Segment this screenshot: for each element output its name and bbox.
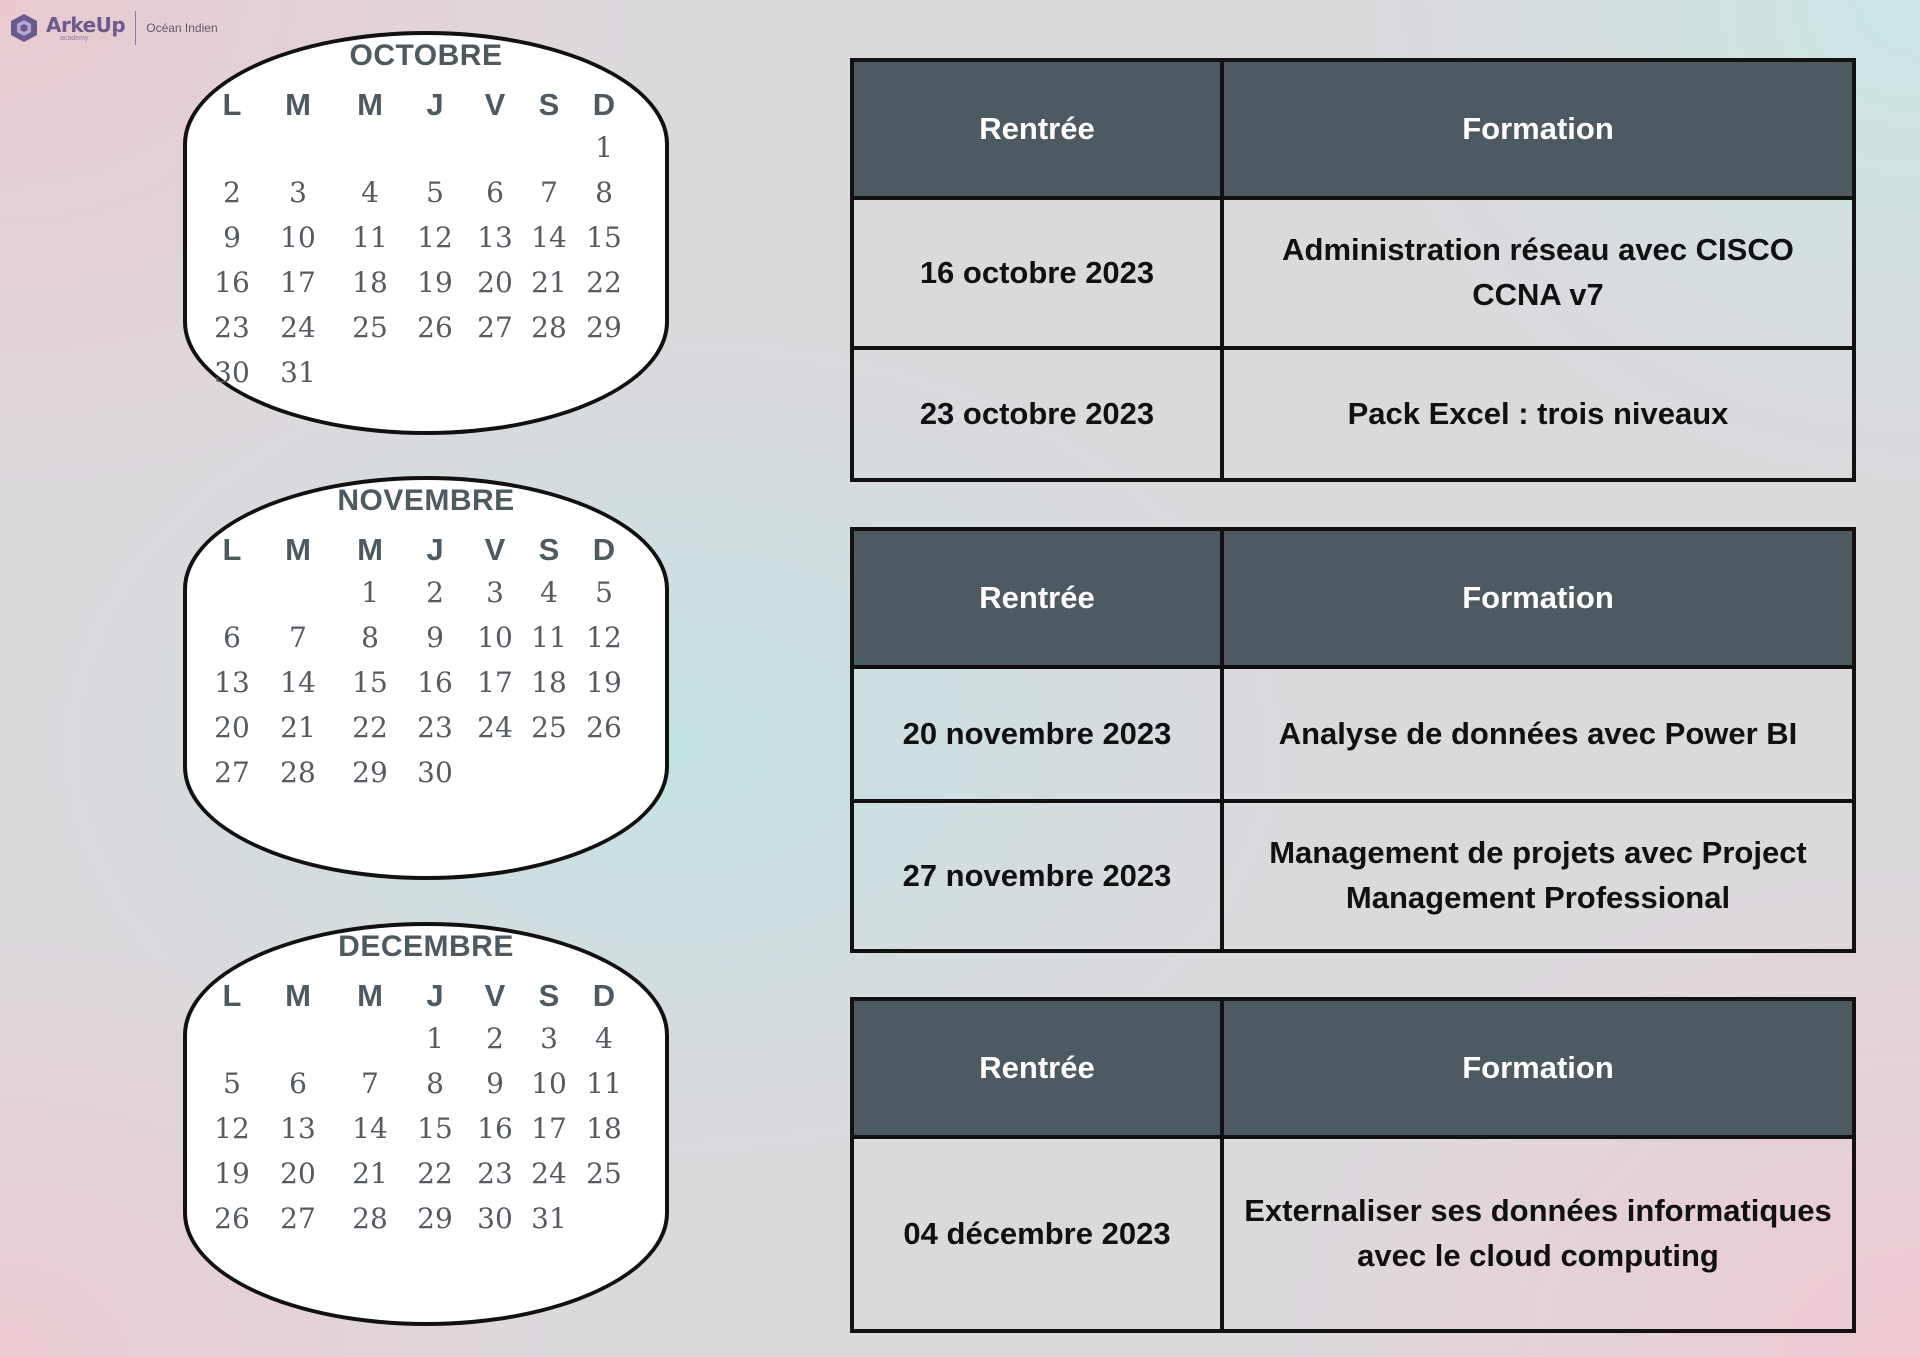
calendar-day: 7 xyxy=(361,1067,379,1100)
schedule-table-november xyxy=(850,527,1856,953)
calendar-day: 19 xyxy=(586,666,622,699)
calendar-day: 9 xyxy=(223,221,241,254)
header-rentree: Rentrée xyxy=(854,62,1224,196)
calendar-day: 1 xyxy=(361,576,379,609)
calendar-day: 5 xyxy=(223,1067,241,1100)
calendar-day: 15 xyxy=(586,221,622,254)
weekday-label: V xyxy=(484,978,506,1013)
calendar-day: 17 xyxy=(477,666,513,699)
calendar-day: 17 xyxy=(531,1112,567,1145)
header-formation: Formation xyxy=(1224,62,1852,196)
calendar-day: 11 xyxy=(531,621,567,654)
calendar-day: 22 xyxy=(417,1157,453,1190)
weekday-label: L xyxy=(222,532,242,567)
calendar-day: 8 xyxy=(361,621,379,654)
region-label: Océan Indien xyxy=(146,21,218,35)
calendar-october xyxy=(183,31,669,435)
calendar-day: 23 xyxy=(477,1157,513,1190)
calendar-day: 3 xyxy=(540,1022,558,1055)
schedule-table-october xyxy=(850,58,1856,482)
calendar-day: 2 xyxy=(486,1022,504,1055)
calendar-day: 14 xyxy=(352,1112,388,1145)
weekday-label: S xyxy=(538,532,560,567)
calendar-day: 25 xyxy=(586,1157,622,1190)
calendar-day: 20 xyxy=(280,1157,316,1190)
calendar-day: 27 xyxy=(214,756,250,789)
calendar-day: 8 xyxy=(426,1067,444,1100)
weekday-label: V xyxy=(484,87,506,122)
calendar-day: 6 xyxy=(486,176,504,209)
weekday-label: J xyxy=(426,532,444,567)
calendar-day: 15 xyxy=(352,666,388,699)
calendar-day: 7 xyxy=(289,621,307,654)
calendar-day: 11 xyxy=(586,1067,622,1100)
calendar-day: 15 xyxy=(417,1112,453,1145)
weekday-label: M xyxy=(285,978,311,1013)
calendar-day: 23 xyxy=(417,711,453,744)
table-cell-formation: Analyse de données avec Power BI xyxy=(1224,665,1852,799)
calendar-day: 29 xyxy=(352,756,388,789)
table-cell-date: 20 novembre 2023 xyxy=(854,665,1224,799)
calendar-day: 8 xyxy=(595,176,613,209)
calendar-day: 25 xyxy=(352,311,388,344)
weekday-label: M xyxy=(285,87,311,122)
brand-name: ArkeUp xyxy=(46,12,126,37)
weekday-label: S xyxy=(538,87,560,122)
calendar-day: 10 xyxy=(280,221,316,254)
calendar-day: 26 xyxy=(214,1202,250,1235)
weekday-label: L xyxy=(222,978,242,1013)
header-rentree: Rentrée xyxy=(854,1001,1224,1135)
weekday-label: M xyxy=(357,978,383,1013)
calendar-day: 21 xyxy=(531,266,567,299)
brand xyxy=(46,12,126,42)
calendar-day: 28 xyxy=(352,1202,388,1235)
weekday-label: M xyxy=(357,532,383,567)
weekday-label: V xyxy=(484,532,506,567)
calendar-day: 9 xyxy=(426,621,444,654)
calendar-day: 16 xyxy=(214,266,250,299)
weekday-label: M xyxy=(285,532,311,567)
calendar-day: 29 xyxy=(586,311,622,344)
brand-sub: academy xyxy=(60,34,89,42)
weekday-label: J xyxy=(426,978,444,1013)
calendar-day: 14 xyxy=(280,666,316,699)
calendar-day: 1 xyxy=(595,131,613,164)
calendar-day: 4 xyxy=(595,1022,613,1055)
calendar-day: 30 xyxy=(417,756,453,789)
calendar-day: 24 xyxy=(477,711,513,744)
calendar-day: 29 xyxy=(417,1202,453,1235)
calendar-day: 21 xyxy=(280,711,316,744)
calendar-day: 26 xyxy=(586,711,622,744)
calendar-day: 9 xyxy=(486,1067,504,1100)
calendar-day: 1 xyxy=(426,1022,444,1055)
calendar-month-title: NOVEMBRE xyxy=(337,484,515,517)
table-cell-formation: Management de projets avec Project Management Professional xyxy=(1224,799,1852,949)
calendar-day: 2 xyxy=(223,176,241,209)
weekday-label: D xyxy=(592,87,616,122)
calendar-day: 18 xyxy=(586,1112,622,1145)
calendar-day: 24 xyxy=(531,1157,567,1190)
calendar-day: 19 xyxy=(417,266,453,299)
calendar-day: 22 xyxy=(586,266,622,299)
weekday-label: S xyxy=(538,978,560,1013)
calendar-day: 20 xyxy=(477,266,513,299)
calendar-day: 12 xyxy=(586,621,622,654)
header-formation: Formation xyxy=(1224,531,1852,665)
calendar-day: 23 xyxy=(214,311,250,344)
calendar-day: 11 xyxy=(352,221,388,254)
calendar-day: 12 xyxy=(417,221,453,254)
calendar-day: 16 xyxy=(417,666,453,699)
logo-divider xyxy=(135,11,136,45)
calendar-day: 30 xyxy=(214,356,250,389)
calendar-day: 31 xyxy=(531,1202,567,1235)
calendar-day: 26 xyxy=(417,311,453,344)
calendar-day: 18 xyxy=(531,666,567,699)
calendar-november xyxy=(183,476,669,880)
calendar-day: 17 xyxy=(280,266,316,299)
calendar-day: 24 xyxy=(280,311,316,344)
calendar-day: 20 xyxy=(214,711,250,744)
calendar-day: 22 xyxy=(352,711,388,744)
calendar-day: 13 xyxy=(214,666,250,699)
calendar-day: 13 xyxy=(280,1112,316,1145)
calendar-day: 10 xyxy=(477,621,513,654)
calendar-day: 31 xyxy=(280,356,316,389)
calendar-day: 16 xyxy=(477,1112,513,1145)
calendar-day: 7 xyxy=(540,176,558,209)
weekday-label: D xyxy=(592,532,616,567)
calendar-day: 13 xyxy=(477,221,513,254)
table-cell-date: 04 décembre 2023 xyxy=(854,1135,1224,1329)
table-cell-formation: Externaliser ses données informatiques avec le cloud computing xyxy=(1224,1135,1852,1329)
calendar-day: 2 xyxy=(426,576,444,609)
header-rentree: Rentrée xyxy=(854,531,1224,665)
weekday-label: J xyxy=(426,87,444,122)
table-cell-date: 16 octobre 2023 xyxy=(854,196,1224,346)
calendar-day: 4 xyxy=(540,576,558,609)
calendar-month-title: DECEMBRE xyxy=(338,930,514,963)
calendar-day: 18 xyxy=(352,266,388,299)
calendar-day: 6 xyxy=(289,1067,307,1100)
calendar-december xyxy=(183,922,669,1326)
calendar-day: 12 xyxy=(214,1112,250,1145)
calendar-day: 6 xyxy=(223,621,241,654)
weekday-label: M xyxy=(357,87,383,122)
calendar-month-title: OCTOBRE xyxy=(349,39,503,72)
calendar-day: 27 xyxy=(477,311,513,344)
table-cell-date: 23 octobre 2023 xyxy=(854,346,1224,478)
table-cell-date: 27 novembre 2023 xyxy=(854,799,1224,949)
calendar-day: 5 xyxy=(426,176,444,209)
calendar-day: 3 xyxy=(289,176,307,209)
calendar-day: 3 xyxy=(486,576,504,609)
table-cell-formation: Administration réseau avec CISCO CCNA v7 xyxy=(1224,196,1852,346)
weekday-label: L xyxy=(222,87,242,122)
calendar-day: 21 xyxy=(352,1157,388,1190)
calendar-day: 28 xyxy=(280,756,316,789)
calendar-day: 19 xyxy=(214,1157,250,1190)
header-formation: Formation xyxy=(1224,1001,1852,1135)
calendar-day: 4 xyxy=(361,176,379,209)
calendar-day: 10 xyxy=(531,1067,567,1100)
arkeup-cube-icon xyxy=(8,12,40,44)
calendar-day: 27 xyxy=(280,1202,316,1235)
calendar-day: 30 xyxy=(477,1202,513,1235)
calendar-day: 25 xyxy=(531,711,567,744)
calendar-day: 28 xyxy=(531,311,567,344)
weekday-label: D xyxy=(592,978,616,1013)
calendar-day: 14 xyxy=(531,221,567,254)
schedule-table-december xyxy=(850,997,1856,1333)
calendar-day: 5 xyxy=(595,576,613,609)
table-cell-formation: Pack Excel : trois niveaux xyxy=(1224,346,1852,478)
